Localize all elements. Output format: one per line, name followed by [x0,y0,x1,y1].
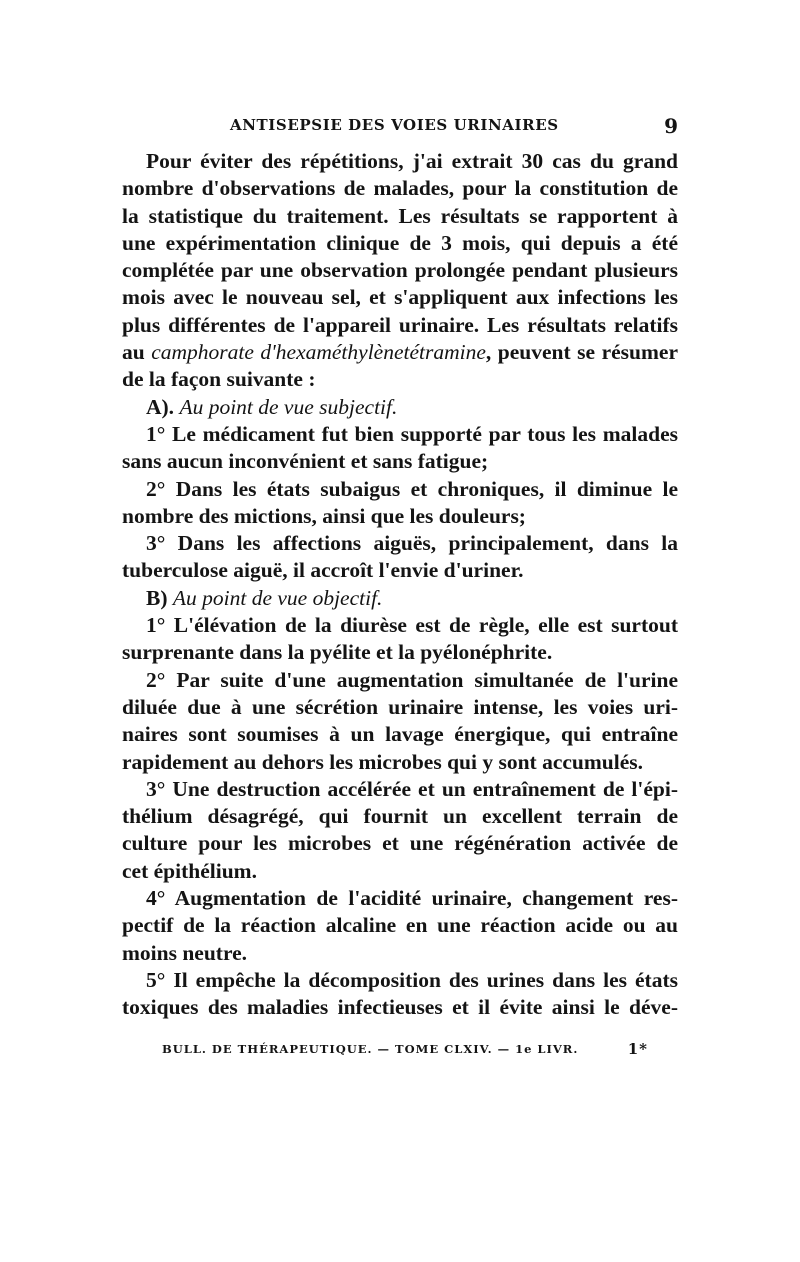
text-line: 5° Il empêche la décomposition des urines dans les états [146,967,678,992]
text-line: 3° Dans les affections aiguës, principalement, dans la [146,531,678,556]
section-label: A). [146,394,180,419]
text-line: nombre des mictions, ainsi que les douleurs; [122,503,526,528]
text-line: diluée due à une sécrétion urinaire intense, les voies uri- [122,694,678,719]
footer-imprint: BULL. DE THÉRAPEUTIQUE. — TOME CLXIV. — 1e LIVR. [162,1042,579,1056]
page-number: 9 [664,114,678,138]
section-heading-b [122,585,678,612]
text-line: plus différentes de l'appareil urinaire. Les résultats relatifs [122,312,678,337]
section-title: Au point de vue objectif. [172,585,383,610]
text-line: sans aucun inconvénient et sans fatigue; [122,449,489,474]
section-title: Au point de vue subjectif. [179,394,398,419]
page-footer [122,1042,678,1062]
compound-name: camphorate d'hexaméthylènetétramine [151,340,486,365]
text-line: pectif de la réaction alcaline en une réaction acide ou au [122,913,678,938]
text-line: 1° L'élévation de la diurèse est de règle, elle est surtout [146,613,678,638]
text-line: surprenante dans la pyélite et la pyélonéphrite. [122,640,553,665]
text-line: mois avec le nouveau sel, et s'appliquent aux infections les [122,285,678,310]
text-run: , peuvent se résumer [485,340,678,365]
text-line: toxiques des maladies infectieuses et il évite ainsi le déve- [122,995,678,1020]
section-heading-a [122,394,678,421]
running-title: ANTISEPSIE DES VOIES URINAIRES [230,116,559,134]
text-line: nombre d'observations de malades, pour la constitution de [122,176,678,201]
signature-mark: 1* [627,1040,648,1058]
text-line: 2° Dans les états subaigus et chroniques, il diminue le [146,476,678,501]
text-line: complétée par une observation prolongée pendant plusieurs [122,258,678,283]
text-line: la statistique du traitement. Les résultats se rapportent à [122,203,678,228]
text-line: rapidement au dehors les microbes qui y sont accumulés. [122,749,643,774]
text-line: cet épithélium. [122,858,257,883]
text-line: 2° Par suite d'une augmentation simultanée de l'urine [146,667,678,692]
text-line: 1° Le médicament fut bien supporté par tous les malades [146,421,678,446]
text-run: au [122,340,152,365]
text-line: naires sont soumises à un lavage énergique, qui entraîne [122,722,678,747]
text-line: culture pour les microbes et une régénération activée de [122,831,678,856]
text-line: de la façon suivante : [122,367,316,392]
text-line: 3° Une destruction accélérée et un entraînement de l'épi- [146,776,678,801]
body-text [122,148,678,1022]
text-line: thélium désagrégé, qui fournit un excellent terrain de [122,804,678,829]
running-head [122,116,678,138]
text-line: moins neutre. [122,940,248,965]
text-line: tuberculose aiguë, il accroît l'envie d'uriner. [122,558,524,583]
text-line: une expérimentation clinique de 3 mois, qui depuis a été [122,230,678,255]
section-label: B) [146,585,173,610]
text-line: 4° Augmentation de l'acidité urinaire, changement res- [146,886,678,911]
text-line: Pour éviter des répétitions, j'ai extrait 30 cas du grand [146,149,678,173]
text-line [122,339,678,366]
